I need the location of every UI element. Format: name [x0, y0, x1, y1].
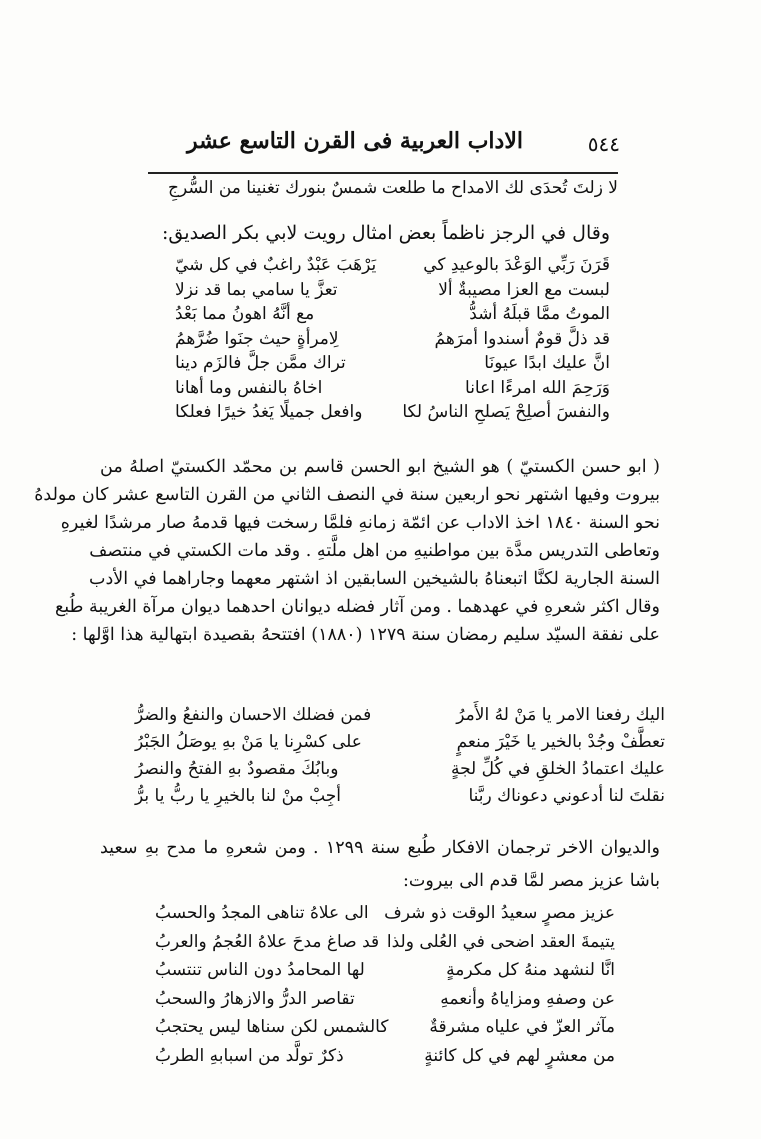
verse-line: [175, 402, 610, 422]
hemistich-first: قد ذلَّ قومٌ أسندوا أمرَهمُ: [434, 328, 610, 349]
hemistich-second: تقاصر الدرُّ والازهارُ والسحبُ: [155, 988, 355, 1009]
page-number: ٥٤٤: [587, 132, 620, 156]
verse-line: [155, 932, 615, 952]
hemistich-first: عزيز مصرٍ سعيدُ الوقت ذو شرف: [384, 903, 615, 923]
page-header: [150, 128, 620, 164]
hemistich-second: تراك ممَّن جلَّ فالزَم دينا: [175, 353, 346, 373]
intro-1: وقال في الرجز ناظماً بعض امثال رويت لابي بكر الصديق:: [162, 222, 610, 244]
verse-line: [175, 255, 610, 275]
hemistich-second: كالشمس لكن سناها ليس يحتجبُ: [155, 1017, 389, 1037]
verse-line: [175, 329, 610, 349]
verse-line: [155, 989, 615, 1009]
closing-verse: [168, 178, 618, 198]
hemistich-second: وبابُكَ مقصودٌ بهِ الفتحُ والنصرُ: [135, 759, 339, 779]
verse-line: [175, 378, 610, 398]
verse-line: [155, 1017, 615, 1037]
hemistich-first: من معشرٍ لهم في كل كائنةٍ: [424, 1045, 615, 1066]
verse-line: [135, 705, 665, 725]
hemistich-first: انَّا لنشهد منهُ كل مكرمةٍ: [446, 960, 615, 980]
hemistich-second: مع أنَّهُ اهونُ مما بَعْدُ: [175, 304, 315, 324]
hemistich-second: على كسْرِنا يا مَنْ بهِ يوصَلُ الجَبْرُ: [135, 732, 362, 752]
text-line: بيروت وفيها اشتهر نحو اربعين سنة في النصف الثاني من القرن التاسع عشر كان مولدهُ: [34, 485, 660, 505]
header-rule: [148, 172, 618, 174]
hemistich-second: ذكرٌ تولَّد من اسبابهِ الطربُ: [155, 1045, 344, 1066]
verse-line: [135, 759, 665, 779]
hemistich-first: الموتُ ممَّا قبلَهُ أشدُّ: [469, 304, 610, 324]
hemistich-second: أجِبْ منْ لنا بالخيرِ يا ربُّ يا برُّ: [135, 786, 342, 806]
hemistich-first: لبست مع العزا مصيبةٌ ألا: [438, 279, 610, 300]
verse-line: [175, 353, 610, 373]
verse-line: [175, 304, 610, 324]
hemistich-first: يتيمةَ العقد اضحى في العُلى ولذا: [386, 931, 615, 952]
text-line: نحو السنة ١٨٤٠ اخذ الاداب عن ائمّة زمانهِ فلمَّا رسخت فيها قدمهُ صار مرشدًا لغيرهِ: [60, 513, 660, 533]
hemistich-first: قَرَنَ رَبِّي الوَعْدَ بالوعيدِ كي: [423, 255, 610, 275]
hemistich-second: اخاهُ بالنفس وما أهانا: [175, 377, 323, 398]
hemistich-first: والنفسَ أصلِحْ يَصلحِ الناسُ لكا: [402, 402, 610, 422]
hemistich-first: اليك رفعنا الامر يا مَنْ لهُ الأَمرُ: [456, 705, 665, 725]
text-line: على نفقة السيّد سليم رمضان سنة ١٢٧٩ (١٨٨٠) افتتحهُ بقصيدة ابتهالية هذا اوَّلها :: [71, 625, 660, 645]
verse-line: [155, 1046, 615, 1066]
hemistich-first: مآثر العزّ في علياه مشرقةٌ: [429, 1017, 615, 1037]
hemistich-first: تعطَّفْ وجُدْ بالخير يا خَيْرَ منعمٍ: [456, 732, 665, 752]
text-line: ( ابو حسن الكستيّ ) هو الشيخ ابو الحسن قاسم بن محمّد الكستيّ اصلهُ من: [100, 457, 660, 477]
text-line: وقال اكثر شعرهِ في عهدهما . ومن آثار فضله ديوانان احدهما ديوان مرآة الغريبة طُبع: [54, 597, 660, 617]
text-line: السنة الجارية لكنَّا اتبعناهُ بالشيخين السابقين اذ اشتهر معهما وجاراهما في الأدب: [89, 569, 660, 589]
text-line: وتعاطى التدريس مدَّة بين مواطنيهِ من اهل ملَّتهِ . وقد مات الكستي في منتصف: [89, 541, 660, 561]
hemistich-first: انَّ عليك ابدًا عيونَا: [484, 353, 610, 373]
verse-line: [155, 960, 615, 980]
hemistich-second: الى علاهُ تناهى المجدُ والحسبُ: [155, 903, 369, 923]
hemistich-second: شمسٌ بنورك تغنينا من السُّرجِ: [168, 178, 378, 198]
hemistich-second: تعزَّ يا سامي بما قد نزلا: [175, 279, 338, 300]
text-line: والديوان الاخر ترجمان الافكار طُبع سنة ١٢٩٩ . ومن شعرهِ ما مدح بهِ سعيد: [100, 838, 660, 858]
verse-line: [175, 280, 610, 300]
hemistich-second: لِامرأةٍ حيث جنَوا ضُرَّهمُ: [175, 328, 339, 349]
verse-line: [155, 903, 615, 923]
hemistich-second: فمن فضلك الاحسان والنفعُ والضرُّ: [135, 705, 372, 725]
hemistich-first: لا زلتَ تُحدَى لك الامداح ما طلعت: [381, 178, 618, 198]
hemistich-second: لها المحامدُ دون الناس تنتسبُ: [155, 960, 365, 980]
hemistich-first: عن وصفهِ ومزاياهُ وأنعمهِ: [440, 988, 615, 1009]
text-line: باشا عزيز مصر لمَّا قدم الى بيروت:: [403, 871, 660, 891]
hemistich-first: نقلتَ لنا أدعوني دعوناك ربَّنا: [468, 786, 665, 806]
hemistich-second: وافعل جميلًا يَغدُ خيرًا فعلكا: [175, 402, 363, 422]
verse-line: [135, 786, 665, 806]
hemistich-second: يَرْهَبَ عَبْدٌ راغبٌ في كل شيّ: [175, 255, 377, 275]
hemistich-first: وَرَحِمَ الله امرءًا اعانا: [465, 377, 610, 398]
hemistich-second: قد صاغ مدحَ علاهُ العُجمُ والعربُ: [155, 931, 380, 952]
verse-line: [135, 732, 665, 752]
running-title: الاداب العربية فى القرن التاسع عشر: [187, 128, 523, 154]
hemistich-first: عليك اعتمادُ الخلقِ في كُلِّ لجةٍ: [450, 759, 665, 779]
